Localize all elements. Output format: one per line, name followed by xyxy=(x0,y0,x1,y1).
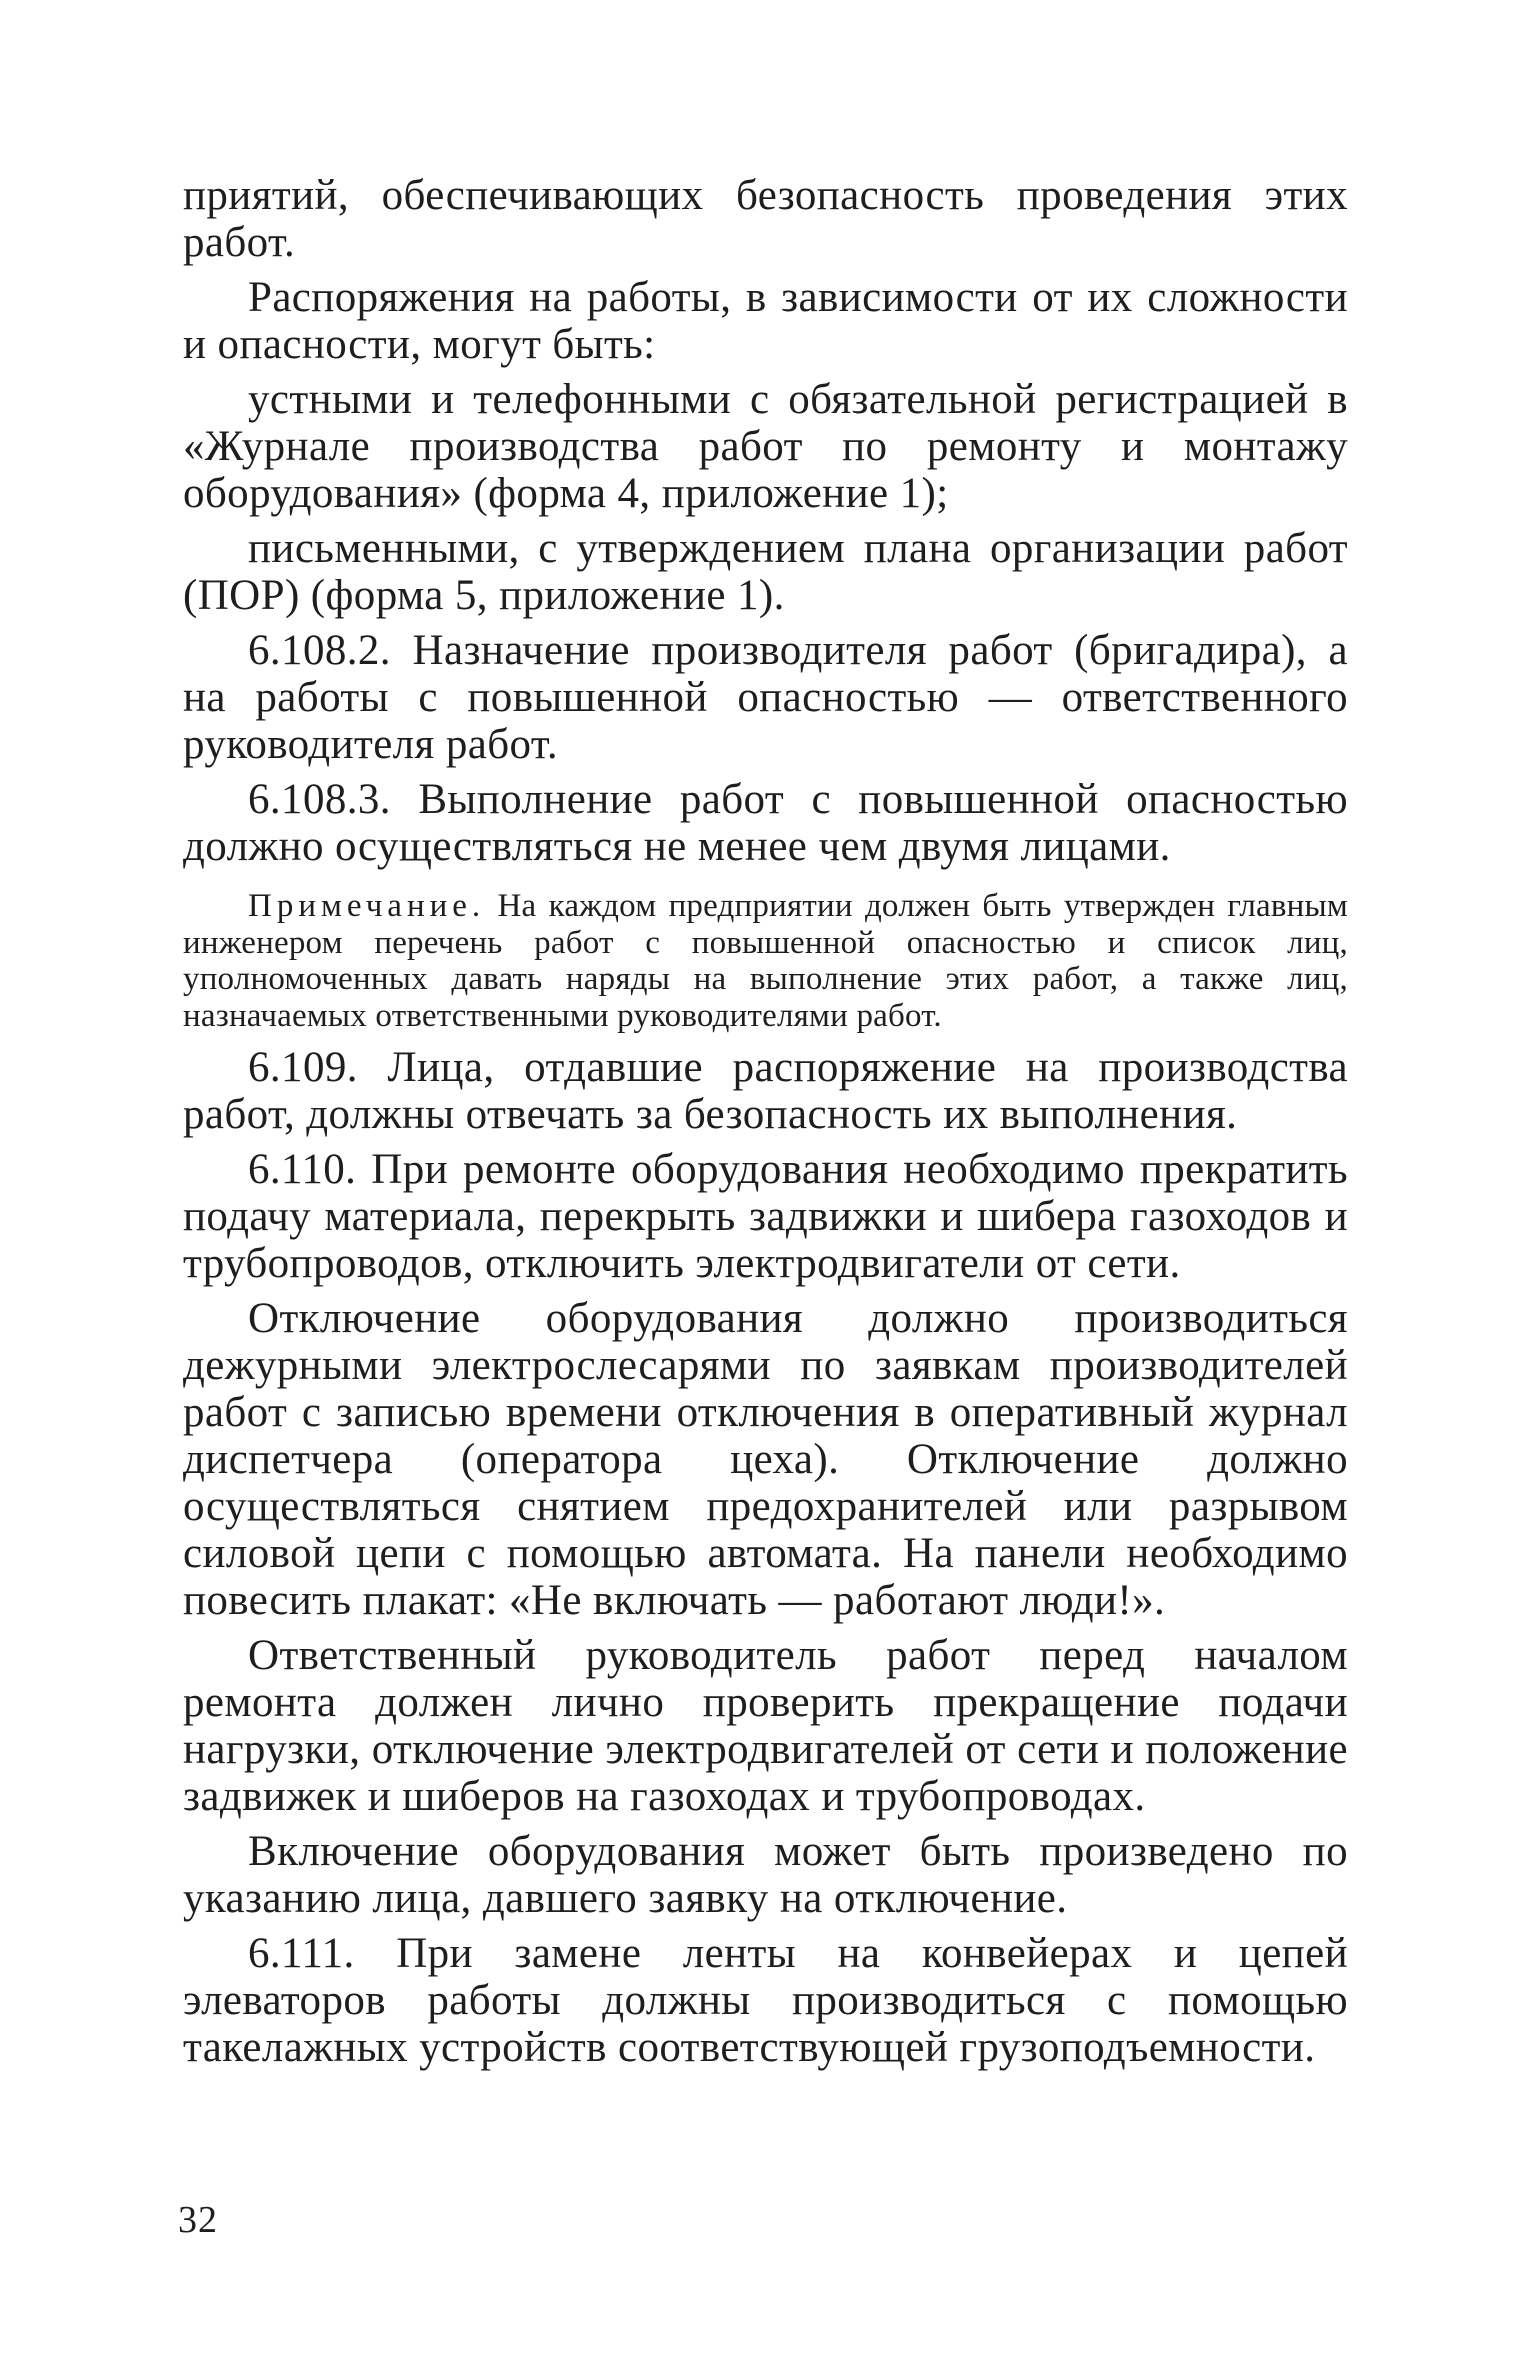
paragraph-6-110: 6.110. При ремонте оборудования необходимо прекратить подачу материала, перекрыть задвижки и шибера газоходов и трубопроводов, отключить электродвигатели от сети. xyxy=(183,1146,1348,1287)
paragraph-6-109: 6.109. Лица, отдавшие распоряжение на производства работ, должны отвечать за безопасность их выполнения. xyxy=(183,1044,1348,1138)
paragraph-responsible-check: Ответственный руководитель работ перед началом ремонта должен лично проверить прекращение подачи нагрузки, отключение электродвигателей от сети и положение задвижек и шиберов на газоходах и трубопроводах. xyxy=(183,1632,1348,1820)
paragraph-6-111: 6.111. При замене ленты на конвейерах и цепей элеваторов работы должны производиться с помощью такелажных устройств соответствующей грузоподъемности. xyxy=(183,1930,1348,2071)
paragraph-orders-types: Распоряжения на работы, в зависимости от их сложности и опасности, могут быть: xyxy=(183,274,1348,368)
document-page xyxy=(183,172,1348,2079)
note-text: На каждом предприятии должен быть утвержден главным инженером перечень работ с повышенной опасностью и список лиц, уполномоченных давать наряды на выполнение этих работ, а также лиц, назначаемых ответственными руководителями работ. xyxy=(183,888,1348,1034)
paragraph-disconnection: Отключение оборудования должно производиться дежурными электрослесарями по заявкам производителей работ с записью времени отключения в оперативный журнал диспетчера (оператора цеха). Отключение должно осуществляться снятием предохранителей или разрывом силовой цепи с помощью автомата. На панели необходимо повесить плакат: «Не включать — работают люди!». xyxy=(183,1295,1348,1624)
paragraph-6-108-3: 6.108.3. Выполнение работ с повышенной опасностью должно осуществляться не менее чем двумя лицами. xyxy=(183,776,1348,870)
note-block xyxy=(183,888,1348,1034)
paragraph-written-orders: письменными, с утверждением плана организации работ (ПОР) (форма 5, приложение 1). xyxy=(183,525,1348,619)
page-number: 32 xyxy=(178,2199,218,2241)
paragraph-6-108-2: 6.108.2. Назначение производителя работ (бригадира), а на работы с повышенной опасностью — ответственного руководителя работ. xyxy=(183,627,1348,768)
paragraph-oral-orders: устными и телефонными с обязательной регистрацией в «Журнале производства работ по ремонту и монтажу оборудования» (форма 4, приложение 1); xyxy=(183,376,1348,517)
paragraph-continuation: приятий, обеспечивающих безопасность проведения этих работ. xyxy=(183,172,1348,266)
paragraph-switching-on: Включение оборудования может быть произведено по указанию лица, давшего заявку на отключение. xyxy=(183,1828,1348,1922)
note-label: Примечание. xyxy=(248,888,486,924)
